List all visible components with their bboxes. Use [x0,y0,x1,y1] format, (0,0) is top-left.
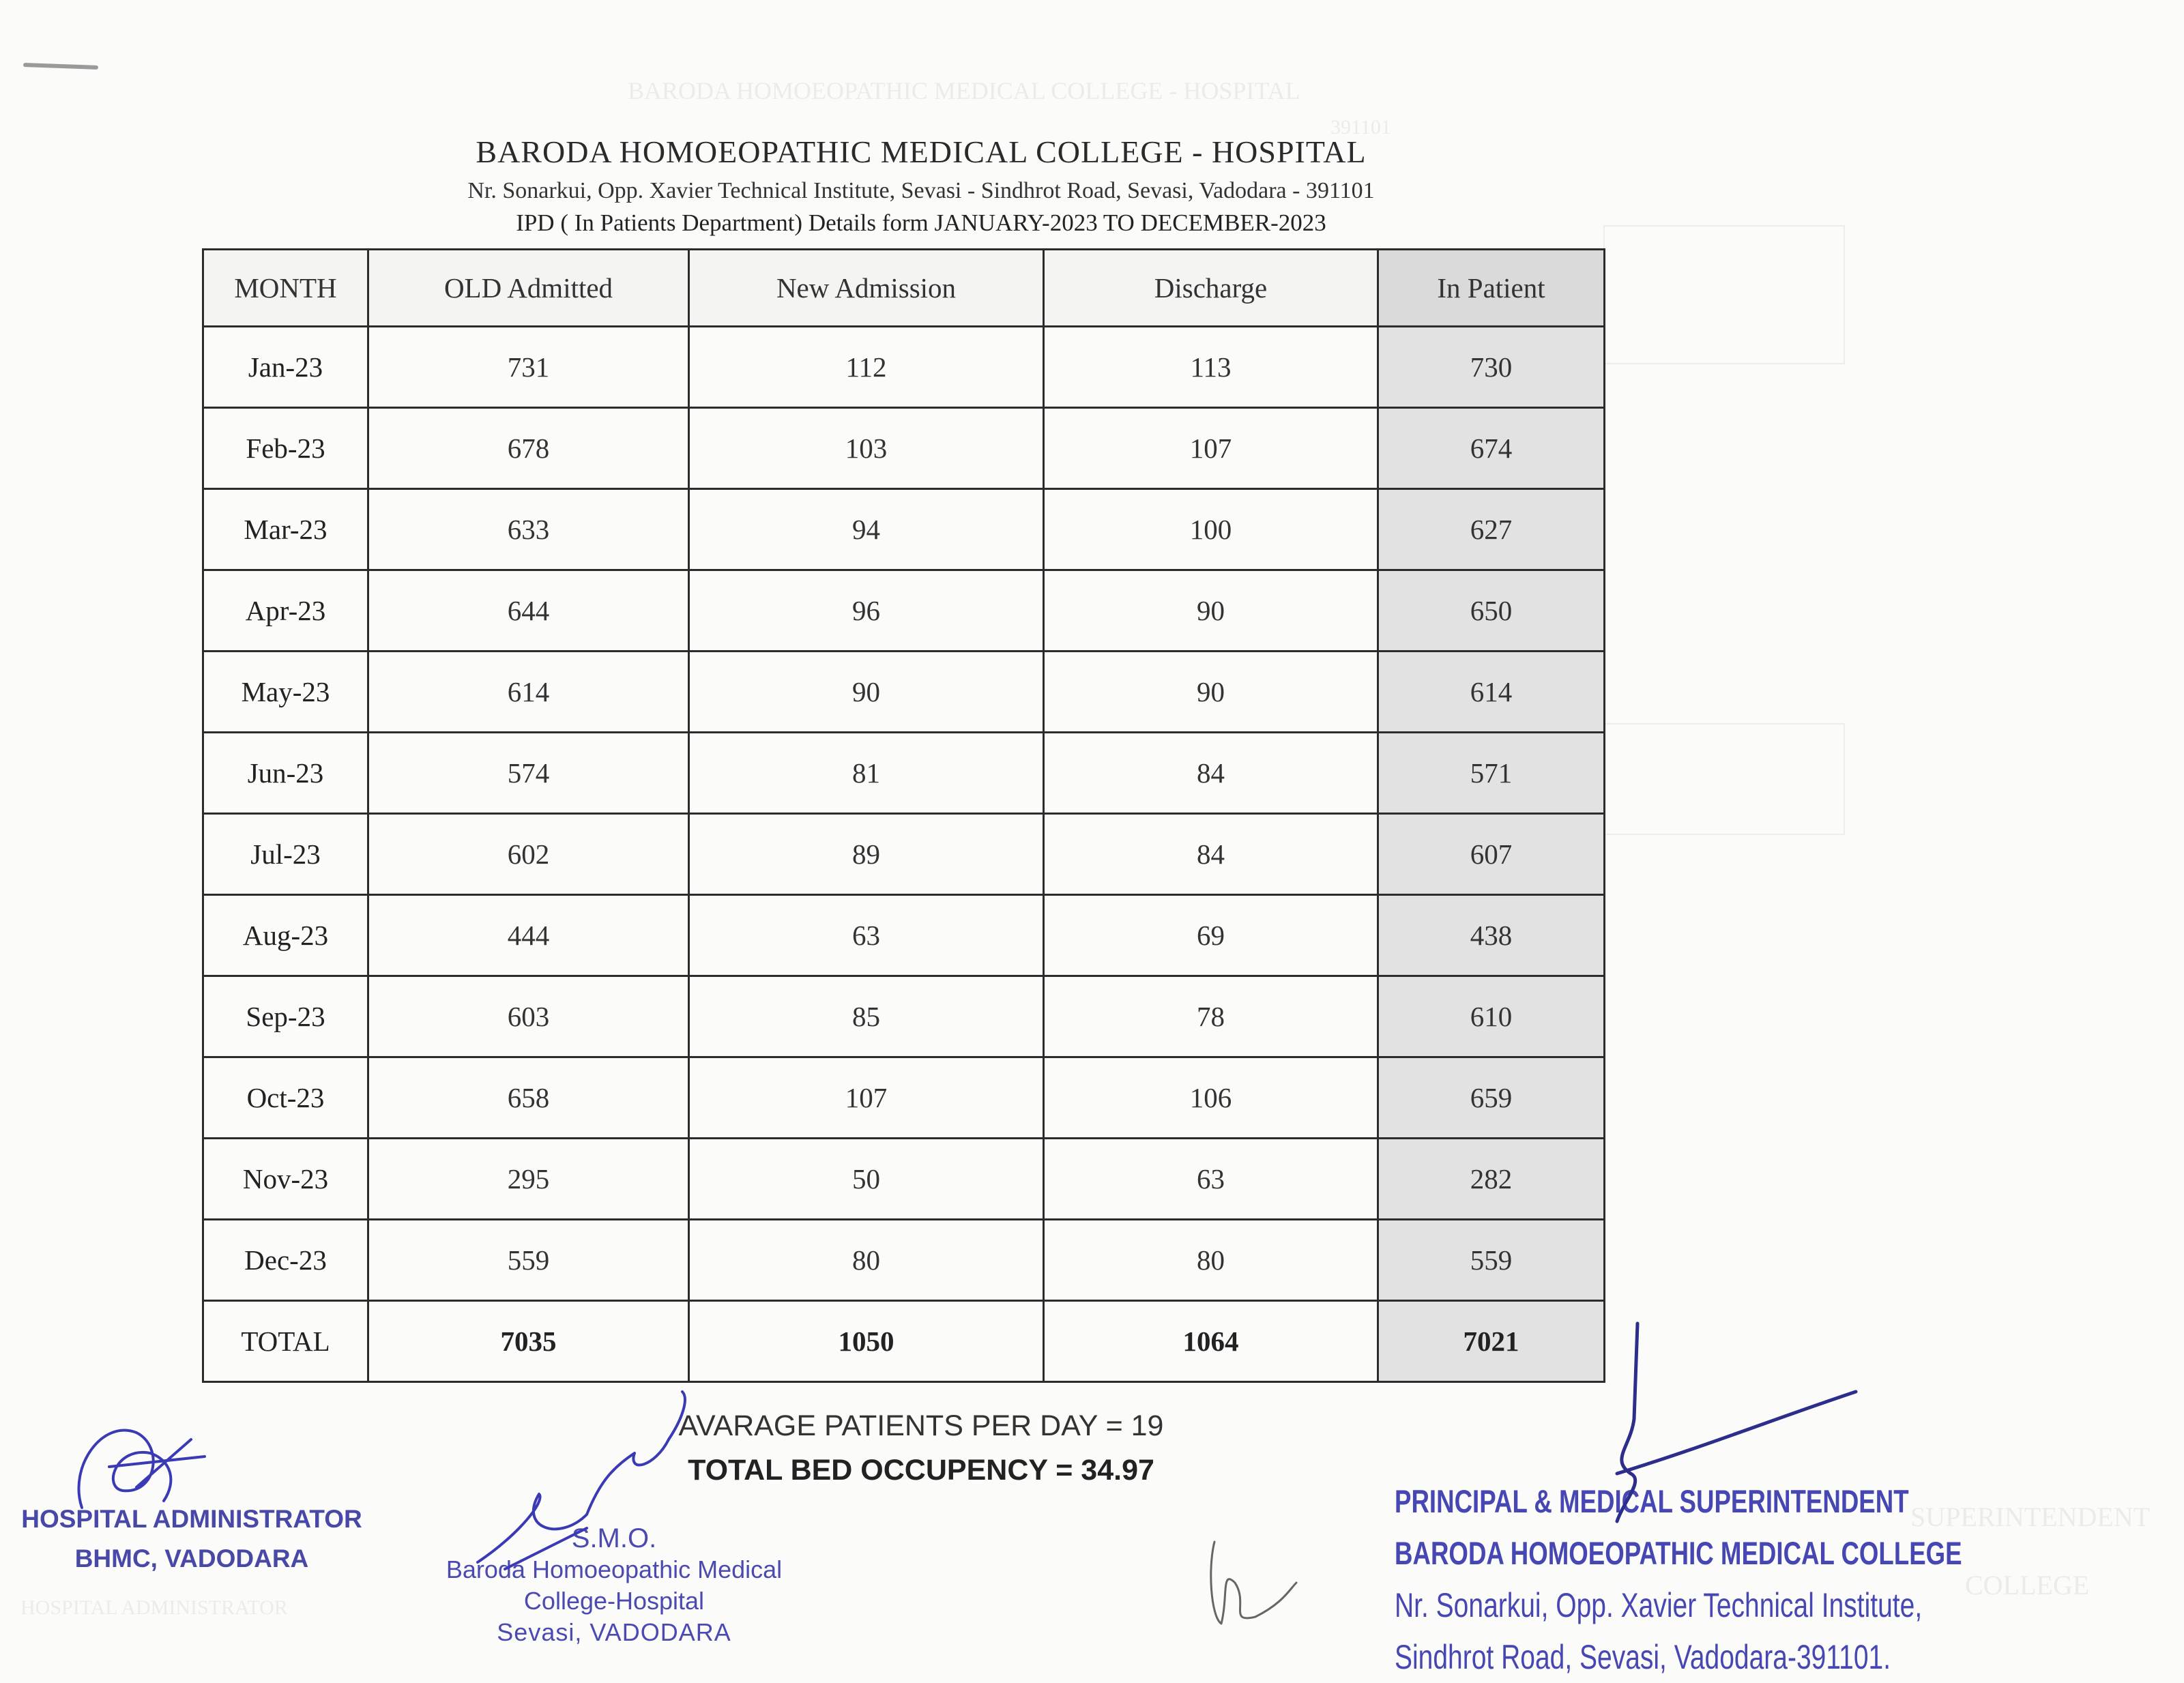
report-subtitle: IPD ( In Patients Department) Details form JANUARY-2023 TO DECEMBER-2023 [516,209,1326,236]
value-cell: 80 [1044,1220,1378,1301]
value-cell: 78 [1044,976,1378,1057]
value-cell: 90 [1044,652,1378,733]
column-header: Discharge [1044,250,1378,327]
value-cell: 90 [689,652,1044,733]
value-cell: 107 [1044,408,1378,489]
value-cell: 84 [1044,814,1378,895]
value-cell: 444 [368,895,689,976]
value-cell: 650 [1378,570,1605,652]
value-cell: 295 [368,1139,689,1220]
value-cell: 603 [368,976,689,1057]
value-cell: 633 [368,489,689,570]
administrator-signature [78,1431,205,1508]
total-label: TOTAL [203,1301,368,1382]
value-cell: 106 [1044,1057,1378,1139]
value-cell: 112 [689,327,1044,408]
value-cell: 438 [1378,895,1605,976]
value-cell: 730 [1378,327,1605,408]
value-cell: 85 [689,976,1044,1057]
value-cell: 80 [689,1220,1044,1301]
value-cell: 659 [1378,1057,1605,1139]
stamp-line: PRINCIPAL & MEDICAL SUPERINTENDENT [1395,1483,1909,1519]
value-cell: 107 [689,1057,1044,1139]
month-cell: Jun-23 [203,733,368,814]
value-cell: 96 [689,570,1044,652]
value-cell: 63 [1044,1139,1378,1220]
value-cell: 69 [1044,895,1378,976]
month-cell: Jan-23 [203,327,368,408]
month-cell: Aug-23 [203,895,368,976]
column-header: MONTH [203,250,368,327]
value-cell: 50 [689,1139,1044,1220]
total-cell: 7035 [368,1301,689,1382]
total-cell: 7021 [1378,1301,1605,1382]
value-cell: 559 [368,1220,689,1301]
value-cell: 89 [689,814,1044,895]
value-cell: 644 [368,570,689,652]
stamp-line: Nr. Sonarkui, Opp. Xavier Technical Institute, [1395,1586,1923,1624]
value-cell: 559 [1378,1220,1605,1301]
column-header: In Patient [1378,250,1605,327]
value-cell: 678 [368,408,689,489]
month-cell: Oct-23 [203,1057,368,1139]
value-cell: 63 [689,895,1044,976]
value-cell: 614 [368,652,689,733]
month-cell: Jul-23 [203,814,368,895]
value-cell: 81 [689,733,1044,814]
month-cell: Apr-23 [203,570,368,652]
value-cell: 94 [689,489,1044,570]
value-cell: 614 [1378,652,1605,733]
value-cell: 103 [689,408,1044,489]
stamp-line: BHMC, VADODARA [74,1545,309,1572]
month-cell: Dec-23 [203,1220,368,1301]
stamp-line: Sindhrot Road, Sevasi, Vadodara-391101. [1395,1638,1891,1676]
value-cell: 607 [1378,814,1605,895]
month-cell: Nov-23 [203,1139,368,1220]
value-cell: 282 [1378,1139,1605,1220]
stamp-line: S.M.O. [571,1523,657,1553]
month-cell: May-23 [203,652,368,733]
principal-signature [1617,1323,1856,1521]
month-cell: Mar-23 [203,489,368,570]
hospital-title: BARODA HOMOEOPATHIC MEDICAL COLLEGE - HOSPITAL [476,134,1367,169]
value-cell: 84 [1044,733,1378,814]
hospital-address: Nr. Sonarkui, Opp. Xavier Technical Institute, Sevasi - Sindhrot Road, Sevasi, Vadodara - 391101 [467,178,1375,203]
value-cell: 731 [368,327,689,408]
value-cell: 674 [1378,408,1605,489]
total-cell: 1050 [689,1301,1044,1382]
month-cell: Feb-23 [203,408,368,489]
value-cell: 100 [1044,489,1378,570]
stamp-line: BARODA HOMOEOPATHIC MEDICAL COLLEGE [1395,1535,1962,1571]
value-cell: 113 [1044,327,1378,408]
column-header: OLD Admitted [368,250,689,327]
value-cell: 658 [368,1057,689,1139]
value-cell: 627 [1378,489,1605,570]
value-cell: 574 [368,733,689,814]
month-cell: Sep-23 [203,976,368,1057]
column-header: New Admission [689,250,1044,327]
stamp-line: Sevasi, VADODARA [497,1618,731,1646]
initials-signature [1211,1542,1296,1624]
total-bed-occupancy: TOTAL BED OCCUPENCY = 34.97 [688,1454,1154,1487]
value-cell: 90 [1044,570,1378,652]
stamp-line: HOSPITAL ADMINISTRATOR [21,1505,362,1533]
value-cell: 610 [1378,976,1605,1057]
smo-signature [478,1392,685,1569]
stamp-line: College-Hospital [523,1587,705,1615]
value-cell: 571 [1378,733,1605,814]
total-cell: 1064 [1044,1301,1378,1382]
average-patients-per-day: AVARAGE PATIENTS PER DAY = 19 [678,1409,1164,1442]
value-cell: 602 [368,814,689,895]
stamp-line: Baroda Homoeopathic Medical [446,1555,783,1583]
